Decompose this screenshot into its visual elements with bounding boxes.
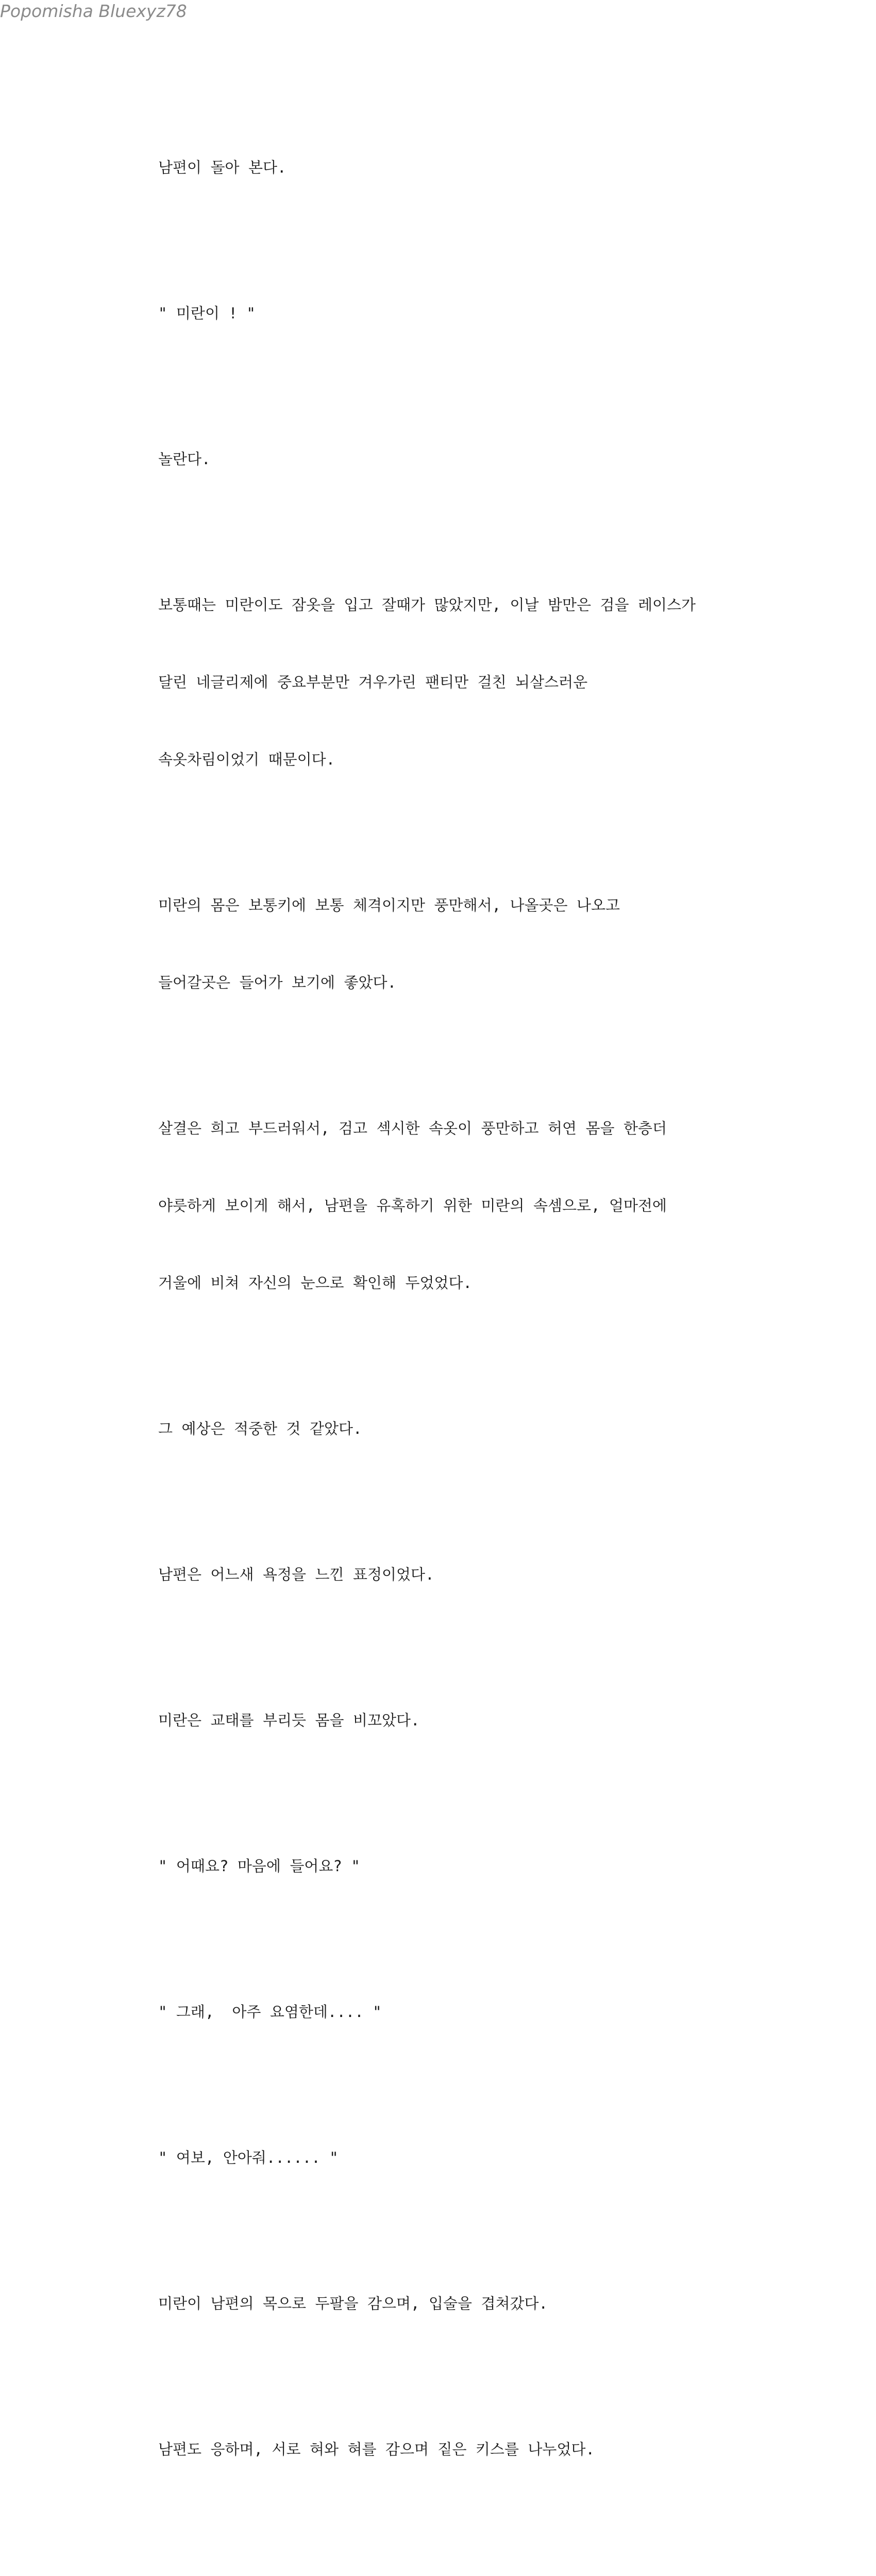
text-line: 야릇하게 보이게 해서, 남편을 유혹하기 위한 미란의 속셈으로, 얼마전에: [158, 1197, 667, 1214]
text-line: 그 예상은 적중한 것 같았다.: [158, 1420, 362, 1437]
paragraph: [158, 1947, 751, 2076]
text-line: " 어때요? 마음에 들어요? ": [158, 1857, 360, 1875]
text-line: 보통때는 미란이도 잠옷을 입고 잘때가 많았지만, 이날 밤만은 검을 레이스가: [158, 596, 696, 614]
paragraph: [158, 1802, 751, 1930]
document-body: [158, 103, 751, 2576]
paragraph: [158, 1510, 751, 1639]
text-line: 미란이 남편의 목으로 두팔을 감으며, 입술을 겹쳐갔다.: [158, 2295, 548, 2312]
text-line: 들어갈곳은 들어가 보기에 좋았다.: [158, 974, 397, 991]
text-line: " 여보, 안아줘...... ": [158, 2149, 339, 2166]
paragraph: [158, 2385, 751, 2514]
paragraph: [158, 540, 751, 824]
paragraph: [158, 103, 751, 232]
paragraph: [158, 2093, 751, 2222]
text-line: 달린 네글리제에 중요부분만 겨우가린 팬티만 걸친 뇌살스러운: [158, 673, 588, 691]
paragraph: [158, 249, 751, 378]
text-line: 속옷차림이었기 때문이다.: [158, 751, 335, 768]
watermark: Popomisha Bluexyz78: [0, 1, 187, 21]
text-line: 살결은 희고 부드러워서, 검고 섹시한 속옷이 풍만하고 허연 몸을 한층더: [158, 1120, 667, 1137]
paragraph: [158, 1364, 751, 1493]
paragraph: [158, 841, 751, 1047]
text-line: 남편도 응하며, 서로 혀와 혀를 감으며 짙은 키스를 나누었다.: [158, 2441, 595, 2458]
text-line: 놀란다.: [158, 450, 211, 468]
paragraph: [158, 395, 751, 523]
text-line: " 그래, 아주 요염한데.... ": [158, 2003, 382, 2021]
text-line: 거울에 비쳐 자신의 눈으로 확인해 두었었다.: [158, 1274, 473, 1292]
paragraph: [158, 1064, 751, 1347]
text-line: 미란은 교태를 부리듯 몸을 비꼬았다.: [158, 1711, 420, 1729]
text-line: 남편은 어느새 욕정을 느낀 표정이었다.: [158, 1566, 434, 1583]
paragraph: [158, 2531, 751, 2576]
paragraph: [158, 1656, 751, 1785]
text-line: 남편이 돌아 본다.: [158, 159, 287, 176]
paragraph: [158, 2239, 751, 2368]
text-line: " 미란이 ! ": [158, 304, 256, 322]
text-line: 미란의 몸은 보통키에 보통 체격이지만 풍만해서, 나올곳은 나오고: [158, 896, 620, 914]
